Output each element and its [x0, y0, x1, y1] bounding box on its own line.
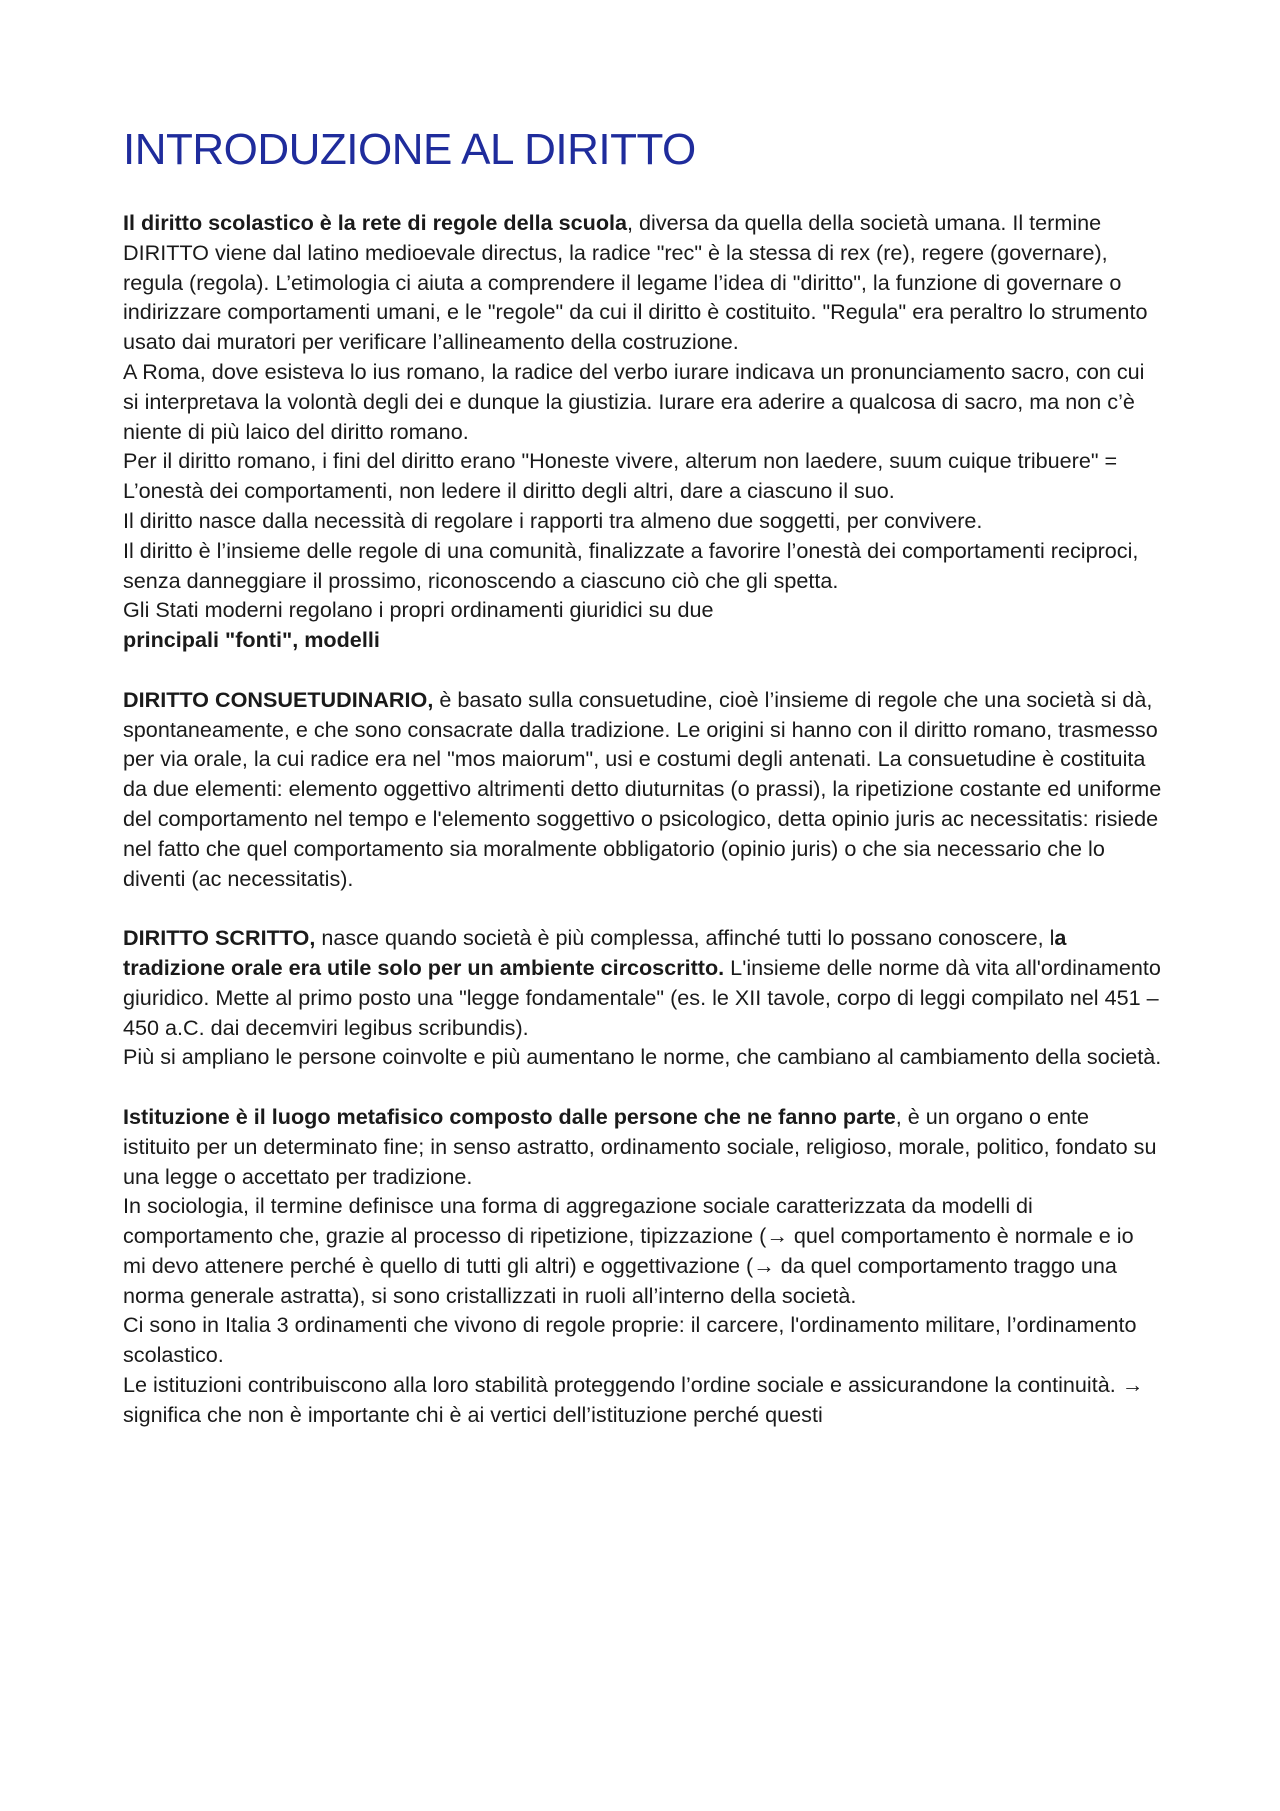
consuetudinario-section: [123, 685, 1162, 894]
istituzione-paragraph-1: [123, 1102, 1162, 1191]
intro-paragraph-1-text: , diversa da quella della società umana. Il termine DIRITTO viene dal latino medioevale directus, la radice "rec" è la stessa di rex (re), regere (governare), regula (regola). L’etimologia ci aiuta a comprendere il legame l’idea di "diritto", la funzione di governare o indirizzare comportamenti umani, e le "regole" da cui il diritto è costituito. "Regula" era peraltro lo strumento usato dai muratori per verificare l’allineamento della costruzione.: [123, 210, 1148, 355]
intro-section: [123, 208, 1162, 655]
scritto-paragraph-1: [123, 923, 1162, 1042]
intro-paragraph-4: Il diritto nasce dalla necessità di regolare i rapporti tra almeno due soggetti, per convivere.: [123, 507, 983, 533]
scritto-section: [123, 923, 1162, 1072]
scritto-heading: DIRITTO SCRITTO,: [123, 925, 316, 951]
istituzione-paragraph-4: Le istituzioni contribuiscono alla loro stabilità proteggendo l’ordine sociale e assicurandone la continuità. → significa che non è importante chi è ai vertici dell’istituzione perché questi: [123, 1372, 1144, 1427]
intro-paragraph-5: Il diritto è l’insieme delle regole di una comunità, finalizzate a favorire l’onestà dei comportamenti reciproci, senza danneggiare il prossimo, riconoscendo a ciascuno ciò che gli spetta.: [123, 537, 1139, 593]
scritto-text-2: L'insieme delle norme dà vita all'ordinamento giuridico. Mette al primo posto una "legge fondamentale" (es. le XII tavole, corpo di leggi compilato nel 451 – 450 a.C. dai decemviri legibus scribundis).: [123, 954, 1161, 1040]
intro-paragraph-3: Per il diritto romano, i fini del diritto erano "Honeste vivere, alterum non laedere, suum cuique tribuere" = L’onestà dei comportamenti, non ledere il diritto degli altri, dare a ciascuno il suo.: [123, 448, 1118, 504]
istituzione-text: , è un organo o ente istituito per un determinato fine; in senso astratto, ordinamento sociale, religioso, morale, politico, fondato su una legge o accettato per tradizione.: [123, 1103, 1157, 1189]
istituzione-paragraph-2: In sociologia, il termine definisce una forma di aggregazione sociale caratterizzata da modelli di comportamento che, grazie al processo di ripetizione, tipizzazione (→ quel comportamento è normale e io mi devo attenere perché è quello di tutti gli altri) e oggettivazione (→ da quel comportamento traggo una norma generale astratta), si sono cristallizzati in ruoli all’interno della società.: [123, 1193, 1134, 1308]
consuetudinario-heading: DIRITTO CONSUETUDINARIO,: [123, 686, 434, 712]
paragraph-gap: [123, 893, 1162, 923]
intro-sources-heading: principali "fonti", modelli: [123, 627, 380, 653]
intro-paragraph-7: [123, 625, 1162, 655]
istituzione-paragraph-3: Ci sono in Italia 3 ordinamenti che vivono di regole proprie: il carcere, l'ordinamento militare, l’ordinamento scolastico.: [123, 1312, 1137, 1368]
intro-paragraph-1: [123, 208, 1162, 357]
scritto-paragraph-2: Più si ampliano le persone coinvolte e più aumentano le norme, che cambiano al cambiamento della società.: [123, 1044, 1162, 1070]
page-title: INTRODUZIONE AL DIRITTO: [123, 125, 696, 174]
intro-paragraph-2: A Roma, dove esisteva lo ius romano, la radice del verbo iurare indicava un pronunciamento sacro, con cui si interpretava la volontà degli dei e dunque la giustizia. Iurare era aderire a qualcosa di sacro, ma non c’è niente di più laico del diritto romano.: [123, 358, 1145, 444]
consuetudinario-text: è basato sulla consuetudine, cioè l’insieme di regole che una società si dà, spontaneamente, e che sono consacrate dalla tradizione. Le origini si hanno con il diritto romano, trasmesso per via orale, la cui radice era nel "mos maiorum", usi e costumi degli antenati. La consuetudine è costituita da due elementi: elemento oggettivo altrimenti detto diuturnitas (o prassi), la ripetizione costante ed uniforme del comportamento nel tempo e l'elemento soggettivo o psicologico, detta opinio juris ac necessitatis: risiede nel fatto che quel comportamento sia moralmente obbligatorio (opinio juris) o che sia necessario che lo diventi (ac necessitatis).: [123, 686, 1162, 891]
paragraph-gap: [123, 655, 1162, 685]
scritto-text-1: nasce quando società è più complessa, affinché tutti lo possano conoscere, l: [315, 925, 1055, 951]
consuetudinario-paragraph: [123, 685, 1162, 894]
istituzione-heading: Istituzione è il luogo metafisico composto dalle persone che ne fanno parte: [123, 1103, 896, 1129]
istituzione-section: [123, 1102, 1162, 1430]
intro-paragraph-6: Gli Stati moderni regolano i propri ordinamenti giuridici su due: [123, 597, 714, 623]
scritto-bold-phrase: a tradizione orale era utile solo per un ambiente circoscritto.: [123, 925, 1067, 980]
intro-bold-lead: Il diritto scolastico è la rete di regole della scuola: [123, 210, 628, 235]
paragraph-gap: [123, 1072, 1162, 1102]
